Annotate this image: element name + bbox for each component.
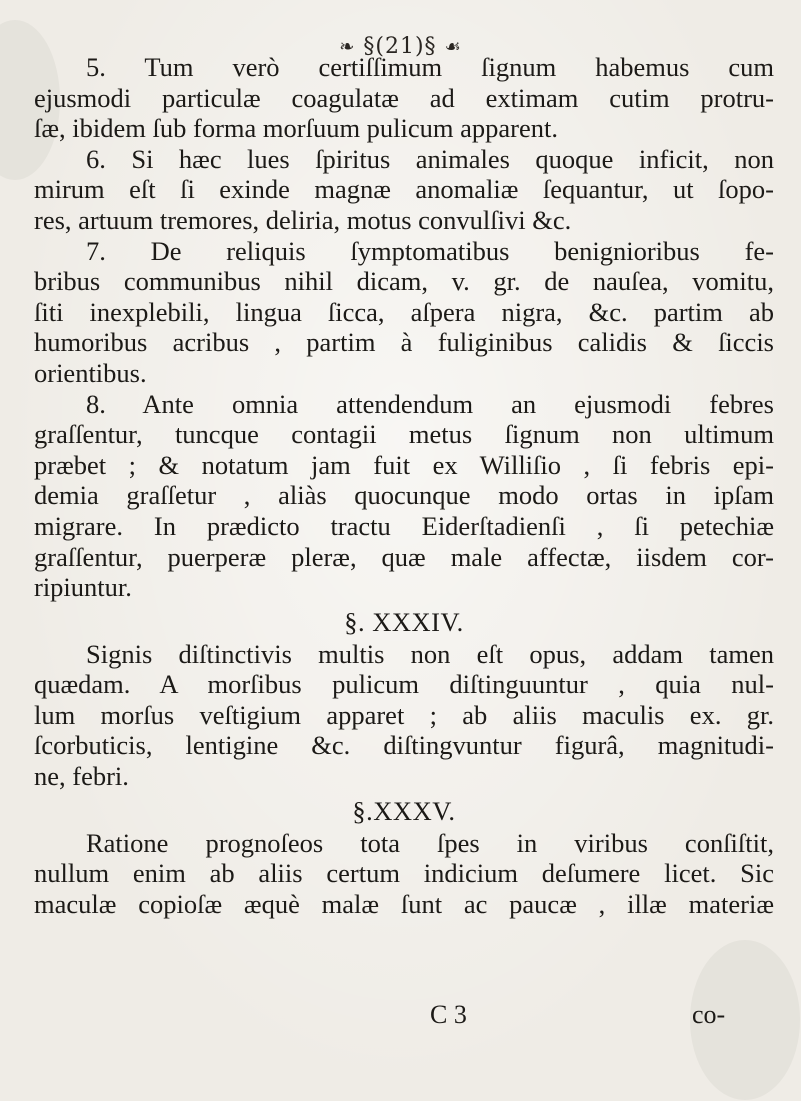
text-line: orientibus. <box>34 357 147 388</box>
text-line: maculæ copioſæ æquè malæ ſunt ac paucæ , illæ materiæ <box>34 888 774 919</box>
text-line: res, artuum tremores, deliria, motus convulſivi &c. <box>34 204 572 235</box>
text-line: Signis diſtinctivis multis non eſt opus, addam tamen <box>86 638 774 669</box>
ornament-left-icon: ❧ <box>339 36 356 58</box>
text-line: graſſentur, tuncque contagii metus ſignum non ultimum <box>34 419 774 450</box>
text-line: nullum enim ab aliis certum indicium deſumere licet. Sic <box>34 858 774 889</box>
text-line: demia graſſetur , aliàs quocunque modo ortas in ipſam <box>34 480 774 511</box>
body-text <box>34 52 774 919</box>
page-marker: §(21)§ <box>363 34 437 59</box>
signature-mark: C 3 <box>430 1000 467 1029</box>
text-line: ſæ, ibidem ſub forma morſuum pulicum apparent. <box>34 113 559 144</box>
text-line: mirum eſt ſi exinde magnæ anomaliæ ſequantur, ut ſopo- <box>34 174 774 205</box>
text-line: Ratione prognoſeos tota ſpes in viribus conſiſtit, <box>86 827 774 858</box>
section-heading: §.XXXV. <box>352 795 456 826</box>
text-line: lum morſus veſtigium apparet ; ab aliis maculis ex. gr. <box>34 699 774 730</box>
catchword: co- <box>692 1000 726 1029</box>
text-line: humoribus acribus , partim à fuliginibus calidis & ſiccis <box>34 327 774 358</box>
page-footer <box>0 1000 801 1030</box>
text-line: 8. Ante omnia attendendum an ejusmodi febres <box>86 388 774 419</box>
text-line: ſiti inexplebili, lingua ſicca, aſpera nigra, &c. partim ab <box>34 296 774 327</box>
text-line: migrare. In prædicto tractu Eiderſtadienſi , ſi petechiæ <box>34 510 774 541</box>
text-line: ne, febri. <box>34 761 129 792</box>
text-line: 6. Si hæc lues ſpiritus animales quoque inficit, non <box>86 143 774 174</box>
text-line: ripiuntur. <box>34 572 132 603</box>
text-line: quædam. A morſibus pulicum diſtinguuntur , quia nul- <box>34 669 774 700</box>
text-line: bribus communibus nihil dicam, v. gr. de nauſea, vomitu, <box>34 266 774 297</box>
text-line: ſcorbuticis, lentigine &c. diſtingvuntur figurâ, magnitudi- <box>34 730 774 761</box>
section-heading: §. XXXIV. <box>344 606 464 637</box>
text-line: 5. Tum verò certiſſimum ſignum habemus cum <box>86 52 774 82</box>
ornament-right-icon: ☙ <box>444 36 462 58</box>
text-line: 7. De reliquis ſymptomatibus benignioribus fe- <box>86 235 774 266</box>
text-line: præbet ; & notatum jam fuit ex Williſio , ſi febris epi- <box>34 449 774 480</box>
text-line: ejusmodi particulæ coagulatæ ad extimam cutim protru- <box>34 82 774 113</box>
text-line: graſſentur, puerperæ pleræ, quæ male affectæ, iisdem cor- <box>34 541 774 572</box>
